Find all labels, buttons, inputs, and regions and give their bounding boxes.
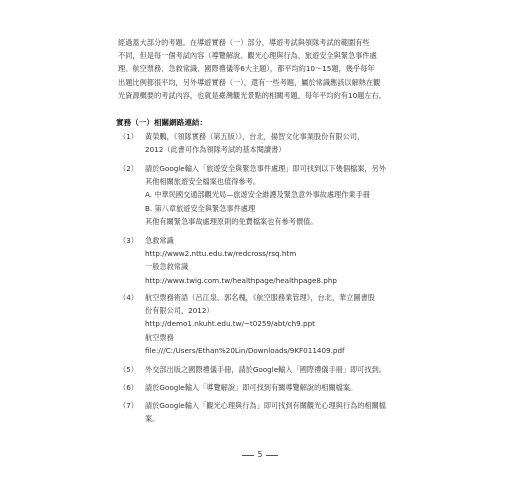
intro-line: 光資源概要的考試內容，也就是臺灣觀光景點的相關考題，每年平均約有10題左右。 [118,90,386,100]
reference-item-7 [119,399,386,425]
reference-number: （5） [119,365,138,374]
reference-text: 航空票務術語（呂江泉、郭名槐，《航空服務業管理》，台北，華立圖書股 [145,293,375,302]
intro-line: 理、航空票務、急救常識、國際禮儀等6大主題），都平均約10～15題，幾乎每年 [118,64,375,74]
page-footer [0,450,520,459]
reference-text: 請於Google輸入「導覽解說」即可找到有關導覽解說的相關檔案。 [145,383,358,392]
reference-text: 其他相關旅遊安全檔案也值得參考。 [145,177,261,187]
section-title: 實務（一）相關網路連結： [116,118,208,127]
reference-item-4 [119,291,375,357]
reference-item-2 [119,162,386,228]
reference-url[interactable]: http://demo1.nkuht.edu.tw/~t0259/abt/ch9.ppt [145,319,315,329]
reference-text: 外交部出版之國際禮儀手冊，請於Google輸入「國際禮儀手冊」即可找到。 [145,365,386,374]
intro-line: 出題比例都很平均，另外導遊實務（一），還有一些考題，屬於常識應該以解熱在觀 [118,77,381,87]
reference-text: 請於Google輸入「旅遊安全與緊急事件處理」即可找到以下幾個檔案，另外 [145,164,386,173]
footer-dash-right [266,455,278,456]
reference-text: 請於Google輸入「觀光心理與行為」即可找到有關觀光心理與行為的相關檔 [145,401,386,410]
reference-number: （2） [119,164,138,173]
reference-text: A. 中華民國交通部觀光局—旅遊安全維護及緊急意外事故處理作業手冊 [145,190,370,200]
page-number: 5 [257,450,263,459]
reference-number: （1） [119,132,138,141]
intro-paragraph [118,36,418,102]
reference-item-3 [119,234,337,287]
reference-url[interactable]: file:///C:/Users/Ethan%20Lin/Downloads/9KF011409.pdf [145,345,345,355]
reference-number: （3） [119,236,138,245]
reference-text: 黃榮鵬，《領隊實務（第五版）》，台北，揚智文化事業股份有限公司， [145,132,365,141]
reference-text: 2012（此書可作為領隊考試的基本閱讀書） [145,145,286,155]
reference-item-1 [119,130,364,156]
reference-text: 份有限公司，2012） [145,306,214,316]
reference-text: 案。 [145,414,160,424]
reference-item-5 [119,363,386,376]
reference-url[interactable]: http://www2.nttu.edu.tw/redcross/rsq.htm [145,249,297,259]
reference-item-6 [119,381,357,394]
reference-number: （4） [119,293,138,302]
reference-text: 航空票務 [145,332,174,342]
intro-line: 不同，但是每一個考試內容（導覽解說、觀光心理與行為、旅遊安全與緊急事件處 [118,51,377,61]
reference-number: （6） [119,383,138,392]
reference-text: B. 第八章旅遊安全與緊急事件處理 [145,203,256,213]
intro-line: 經過蓋大部分的考題。在導遊實務（一）部分，導遊考試與領隊考試的範圍有些 [118,38,370,47]
reference-text: 急救常識 [145,236,174,245]
reference-url[interactable]: http://www.twig.com.tw/healthpage/healthpage8.php [145,275,337,285]
reference-number: （7） [119,401,138,410]
reference-text: 其他有關緊急事故處理原則的免費檔案也有參考價值。 [145,216,318,226]
footer-dash-left [242,455,254,456]
reference-text: 一般急救常識 [145,262,189,272]
